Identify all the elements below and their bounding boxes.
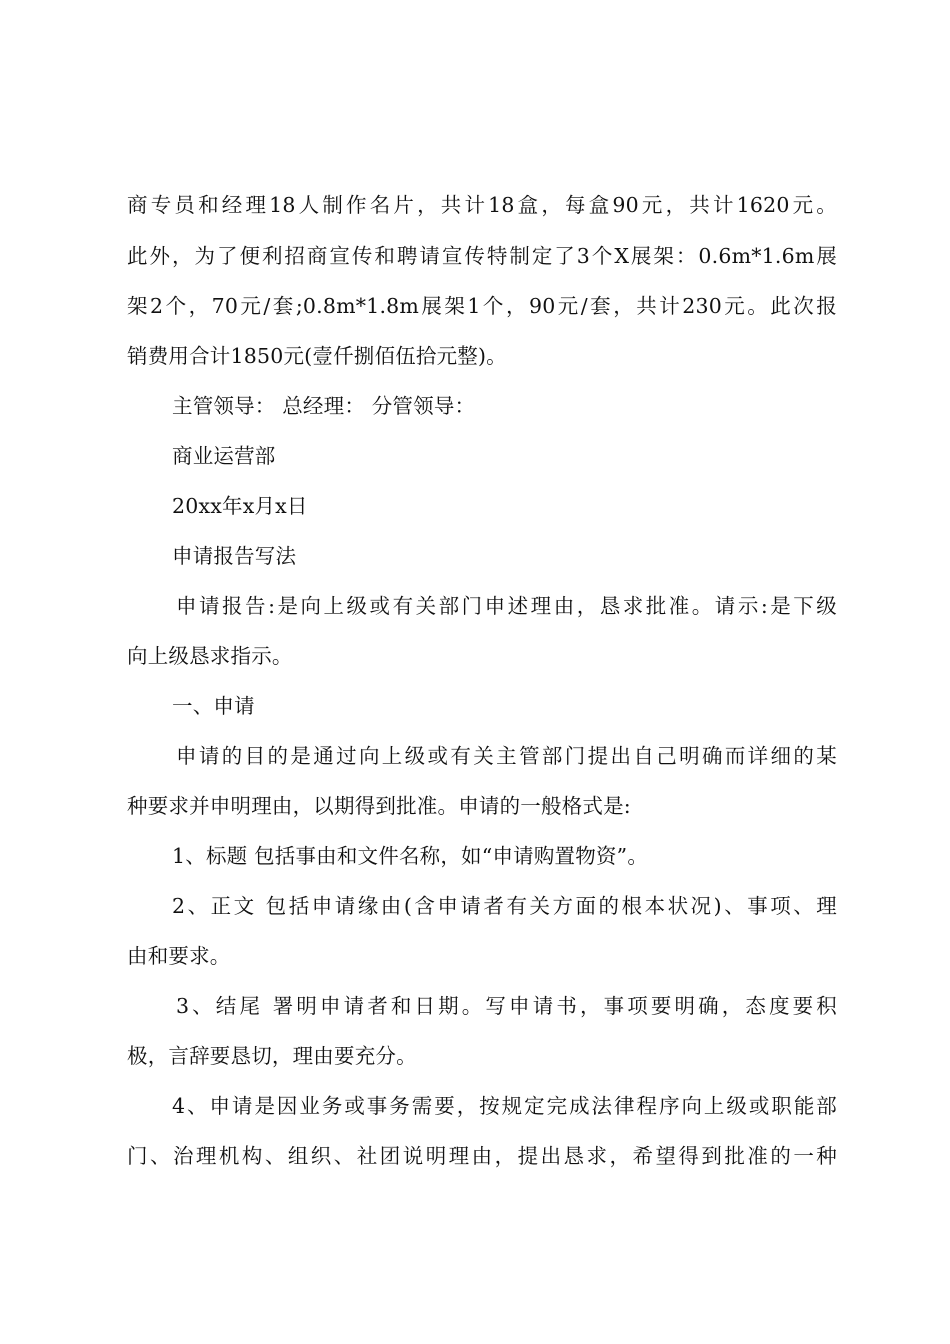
text-line-4: 销费用合计1850元(壹仟捌佰伍拾元整)。	[127, 344, 507, 368]
item-4-line-2: 门、治理机构、组织、社团说明理由，提出恳求，希望得到批准的一种	[127, 1144, 837, 1168]
definition-line-1: 申请报告:是向上级或有关部门申述理由，恳求批准。请示:是下级	[176, 594, 837, 618]
format-item-3-line-1: 3、结尾 署明申请者和日期。写申请书，事项要明确，态度要积	[176, 994, 837, 1018]
purpose-line-2: 种要求并申明理由，以期得到批准。申请的一般格式是:	[127, 794, 631, 818]
definition-line-2: 向上级恳求指示。	[127, 644, 293, 668]
document-date: 20xx年x月x日	[172, 494, 308, 518]
text-line-3: 架2个，70元/套;0.8m*1.8m展架1个，90元/套，共计230元。此次报	[127, 294, 837, 318]
department-name: 商业运营部	[172, 444, 276, 468]
signature-roles: 主管领导： 总经理： 分管领导：	[172, 394, 476, 418]
item-4-line-1: 4、申请是因业务或事务需要，按规定完成法律程序向上级或职能部	[172, 1094, 837, 1118]
purpose-line-1: 申请的目的是通过向上级或有关主管部门提出自己明确而详细的某	[176, 744, 837, 768]
format-item-2-line-1: 2、正文 包括申请缘由(含申请者有关方面的根本状况)、事项、理	[172, 894, 837, 918]
subsection-heading: 一、申请	[172, 694, 255, 718]
format-item-3-line-2: 极，言辞要恳切，理由要充分。	[127, 1044, 417, 1068]
text-line-2: 此外，为了便利招商宣传和聘请宣传特制定了3个X展架：0.6m*1.6m展	[127, 244, 837, 268]
format-item-1: 1、标题 包括事由和文件名称，如“申请购置物资”。	[172, 844, 649, 868]
format-item-2-line-2: 由和要求。	[127, 944, 231, 968]
text-line-1: 商专员和经理18人制作名片，共计18盒，每盒90元，共计1620元。	[127, 193, 837, 217]
section-title: 申请报告写法	[172, 544, 297, 568]
